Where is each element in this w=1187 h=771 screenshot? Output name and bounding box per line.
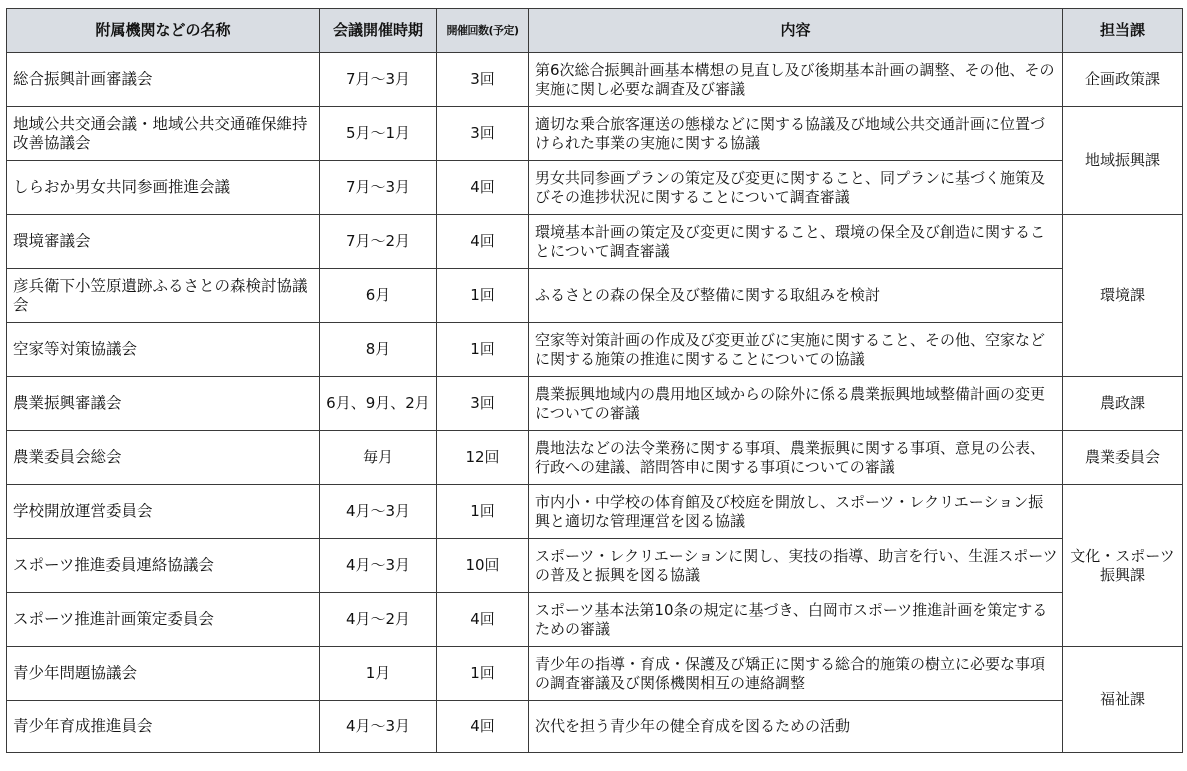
row-name: 彦兵衛下小笠原遺跡ふるさとの森検討協議会 [7,269,320,323]
table-row [7,377,1183,431]
table-row [7,323,1183,377]
row-content: 男女共同参画プランの策定及び変更に関すること、同プランに基づく施策及びその進捗状況に関することについて調査審議 [529,161,1063,215]
row-period: 4月～3月 [320,539,437,593]
row-name: しらおか男女共同参画推進会議 [7,161,320,215]
row-content: スポーツ基本法第10条の規定に基づき、白岡市スポーツ推進計画を策定するための審議 [529,593,1063,647]
row-content: 青少年の指導・育成・保護及び矯正に関する総合的施策の樹立に必要な事項の調査審議及び関係機関相互の連絡調整 [529,647,1063,701]
row-period: 4月～3月 [320,701,437,753]
row-period: 7月～3月 [320,53,437,107]
row-period: 7月～3月 [320,161,437,215]
header-count: 開催回数(予定) [437,9,529,53]
table-row [7,431,1183,485]
row-period: 5月～1月 [320,107,437,161]
row-content: 農業振興地域内の農用地区域からの除外に係る農業振興地域整備計画の変更についての審議 [529,377,1063,431]
table-row [7,107,1183,161]
row-content: 環境基本計画の策定及び変更に関すること、環境の保全及び創造に関することについて調査審議 [529,215,1063,269]
row-content: 市内小・中学校の体育館及び校庭を開放し、スポーツ・レクリエーション振興と適切な管理運営を図る協議 [529,485,1063,539]
row-name: 地域公共交通会議・地域公共交通確保維持改善協議会 [7,107,320,161]
row-content: 次代を担う青少年の健全育成を図るための活動 [529,701,1063,753]
header-period: 会議開催時期 [320,9,437,53]
row-name: 農業委員会総会 [7,431,320,485]
row-count: 1回 [437,269,529,323]
row-count: 1回 [437,323,529,377]
dept-cell: 農政課 [1063,377,1183,431]
table-row [7,539,1183,593]
row-count: 4回 [437,161,529,215]
row-period: 6月、9月、2月 [320,377,437,431]
row-period: 1月 [320,647,437,701]
row-content: スポーツ・レクリエーションに関し、実技の指導、助言を行い、生涯スポーツの普及と振興を図る協議 [529,539,1063,593]
row-period: 4月～2月 [320,593,437,647]
row-name: 総合振興計画審議会 [7,53,320,107]
row-period: 4月～3月 [320,485,437,539]
row-name: 農業振興審議会 [7,377,320,431]
row-content: 第6次総合振興計画基本構想の見直し及び後期基本計画の調整、その他、その実施に関し必要な調査及び審議 [529,53,1063,107]
dept-cell: 企画政策課 [1063,53,1183,107]
row-period: 7月～2月 [320,215,437,269]
row-name: 環境審議会 [7,215,320,269]
row-name: スポーツ推進計画策定委員会 [7,593,320,647]
row-count: 1回 [437,647,529,701]
table-row [7,215,1183,269]
row-count: 4回 [437,701,529,753]
row-content: ふるさとの森の保全及び整備に関する取組みを検討 [529,269,1063,323]
table-row [7,161,1183,215]
dept-cell: 文化・スポーツ振興課 [1063,485,1183,647]
row-content: 適切な乗合旅客運送の態様などに関する協議及び地域公共交通計画に位置づけられた事業の実施に関する協議 [529,107,1063,161]
committee-table [6,8,1183,753]
dept-cell: 福祉課 [1063,647,1183,753]
row-name: 青少年問題協議会 [7,647,320,701]
row-content: 農地法などの法令業務に関する事項、農業振興に関する事項、意見の公表、行政への建議、諮問答申に関する事項についての審議 [529,431,1063,485]
row-count: 3回 [437,53,529,107]
table-row [7,593,1183,647]
dept-cell: 地域振興課 [1063,107,1183,215]
row-name: 学校開放運営委員会 [7,485,320,539]
row-count: 12回 [437,431,529,485]
row-count: 3回 [437,377,529,431]
row-name: 青少年育成推進員会 [7,701,320,753]
row-name: 空家等対策協議会 [7,323,320,377]
table-row [7,701,1183,753]
row-count: 4回 [437,215,529,269]
dept-cell: 農業委員会 [1063,431,1183,485]
row-period: 6月 [320,269,437,323]
header-dept: 担当課 [1063,9,1183,53]
header-name: 附属機関などの名称 [7,9,320,53]
row-period: 毎月 [320,431,437,485]
row-count: 1回 [437,485,529,539]
header-row [7,9,1183,53]
table-row [7,647,1183,701]
dept-cell: 環境課 [1063,215,1183,377]
row-content: 空家等対策計画の作成及び変更並びに実施に関すること、その他、空家などに関する施策の推進に関することについての協議 [529,323,1063,377]
row-count: 4回 [437,593,529,647]
row-count: 10回 [437,539,529,593]
row-name: スポーツ推進委員連絡協議会 [7,539,320,593]
table-row [7,269,1183,323]
table-row [7,485,1183,539]
table-row [7,53,1183,107]
row-count: 3回 [437,107,529,161]
row-period: 8月 [320,323,437,377]
header-content: 内容 [529,9,1063,53]
